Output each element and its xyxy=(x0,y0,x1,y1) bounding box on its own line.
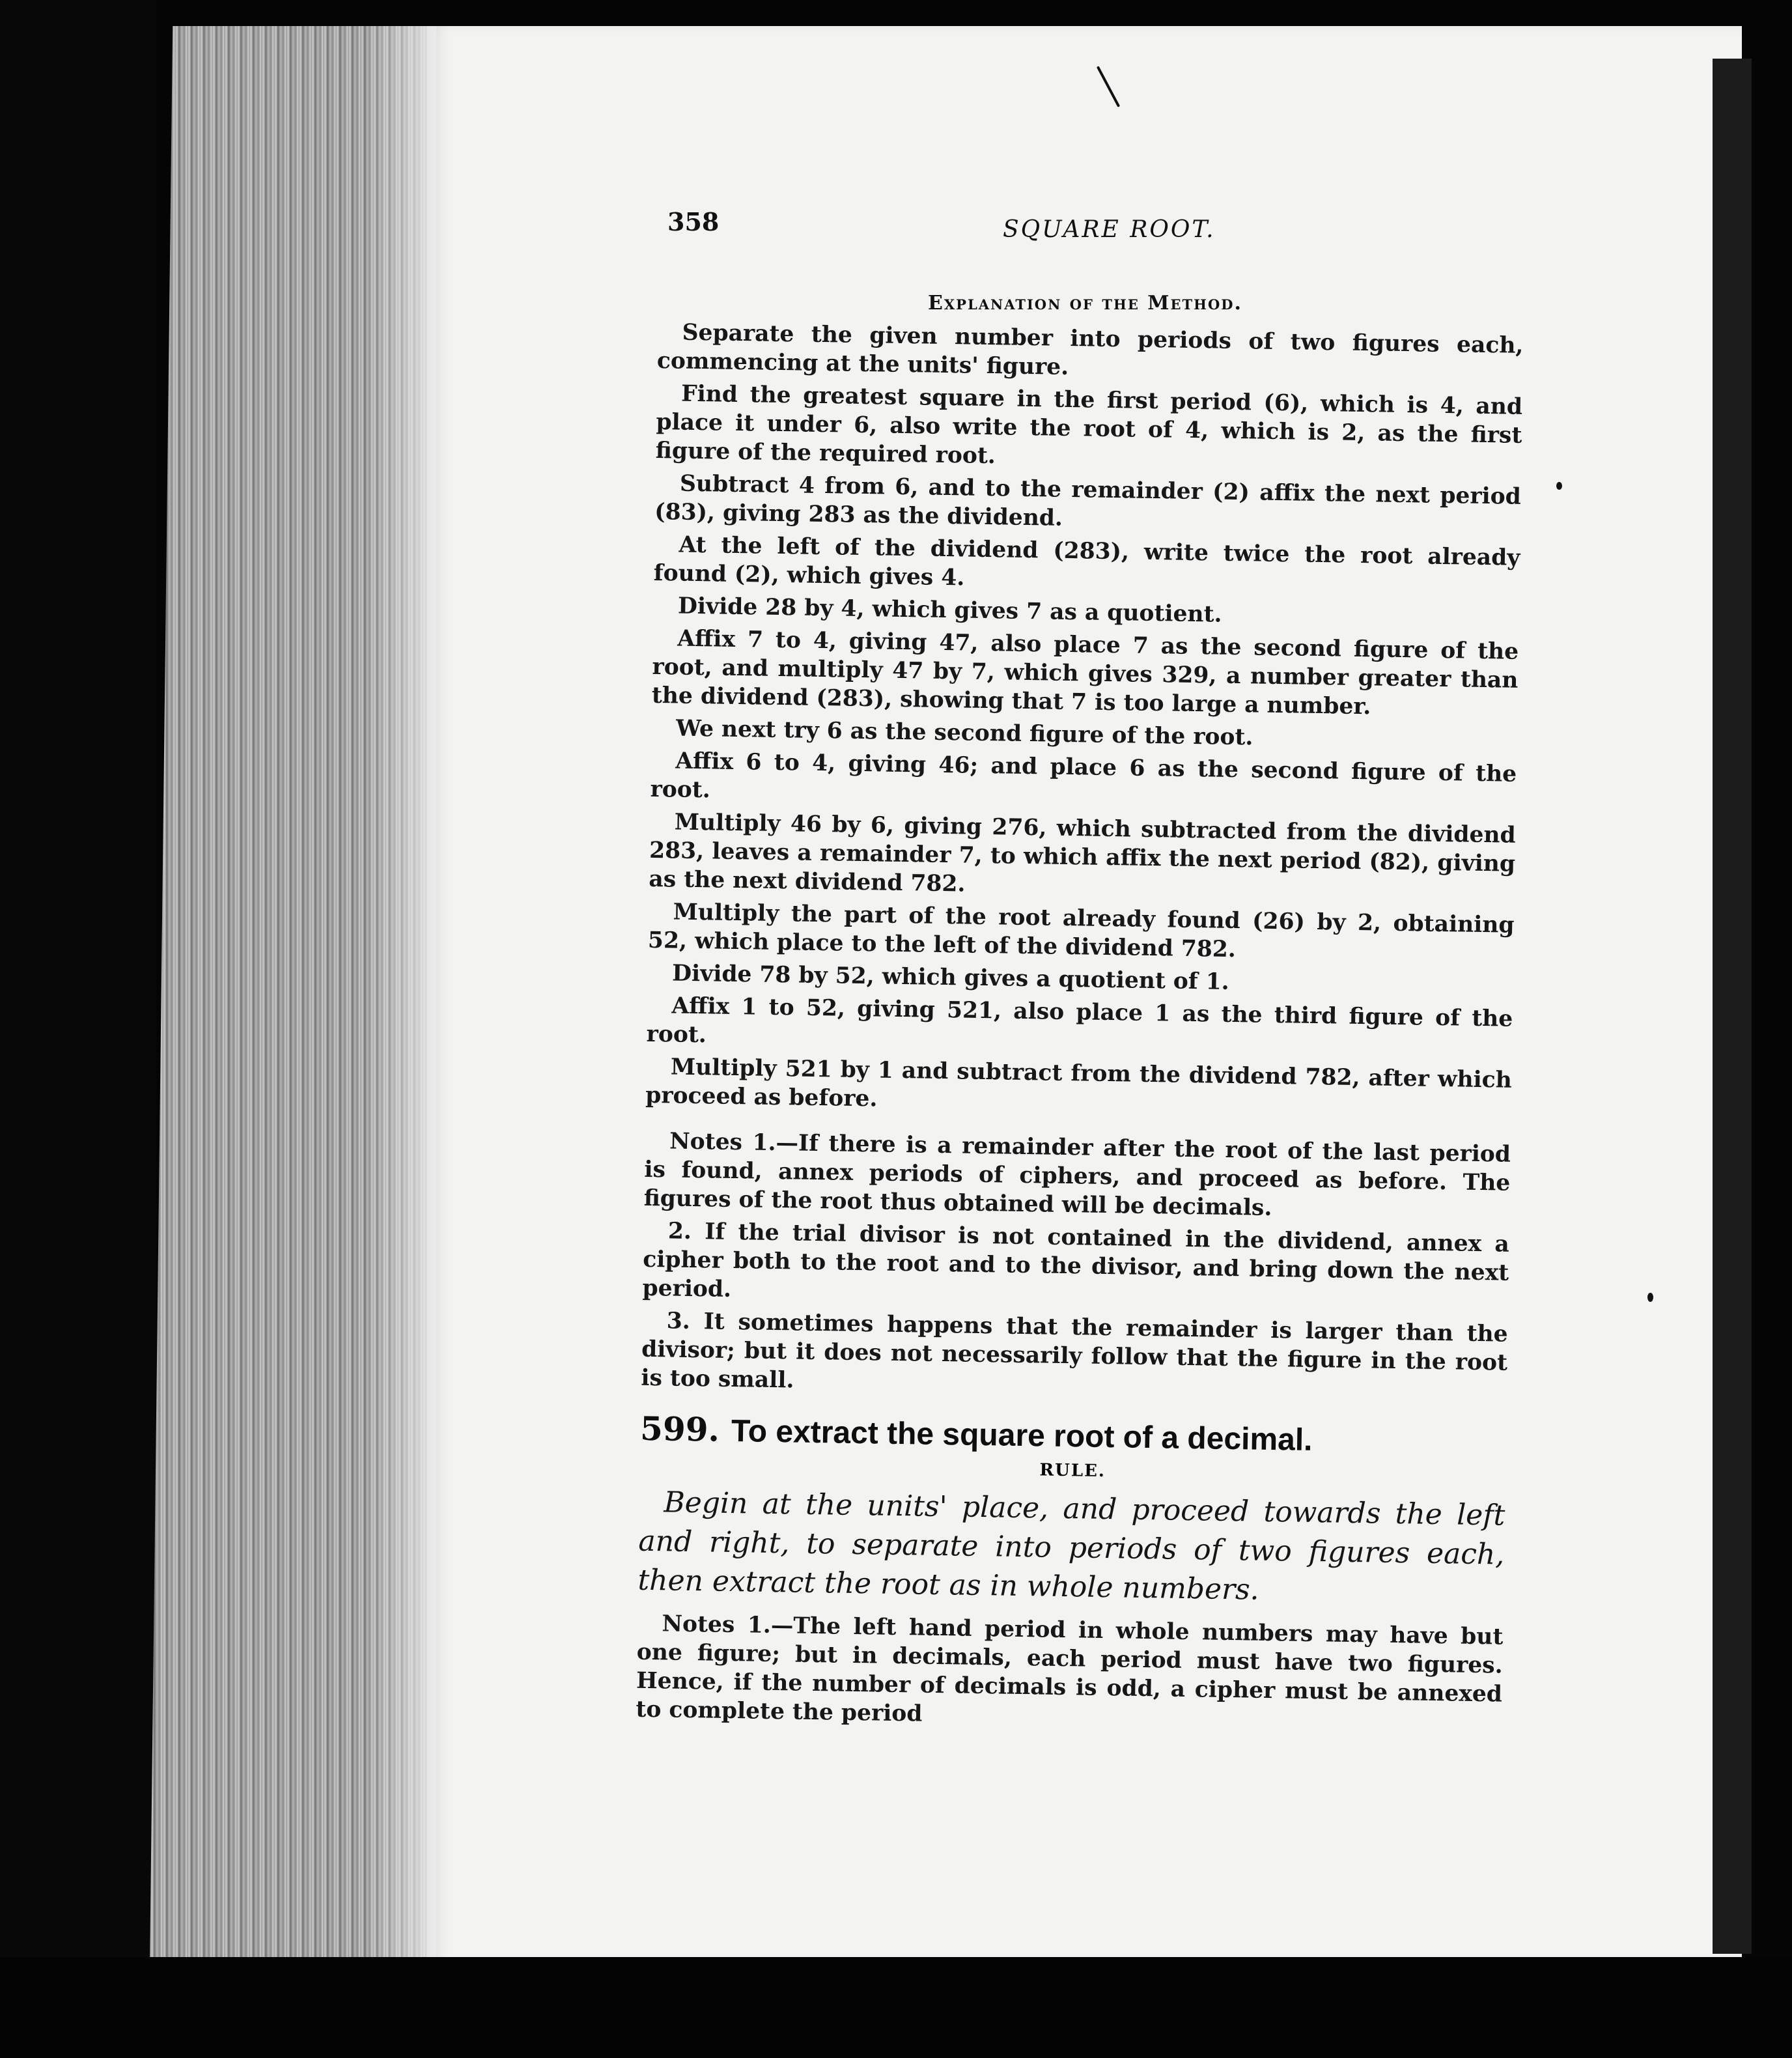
facing-page-edge xyxy=(1713,59,1752,1954)
explanation-paragraph: Multiply 46 by 6, giving 276, which subtracted from the dividend 283, leaves a remainder 7, to which affix the next period (82), giving as the next dividend 782. xyxy=(649,809,1516,897)
dust-speck xyxy=(1556,482,1562,490)
running-title: SQUARE ROOT. xyxy=(1003,216,1216,243)
explanation-paragraph: We next try 6 as the second figure of the root. xyxy=(675,715,1253,751)
explanation-paragraph: Affix 6 to 4, giving 46; and place 6 as the second figure of the root. xyxy=(650,748,1517,804)
notes-block xyxy=(641,1127,1511,1406)
section-title: To extract the square root of a decimal. xyxy=(731,1413,1313,1458)
explanation-paragraph: Subtract 4 from 6, and to the remainder (2) affix the next period (83), giving 283 as the dividend. xyxy=(654,470,1522,531)
page-body xyxy=(636,318,1524,1741)
background-left xyxy=(0,0,156,2058)
explanation-paragraph: Affix 7 to 4, giving 47, also place 7 as the second figure of the root, and multiply 47 by 7, which gives 329, a number greater than the dividend (283), showing that 7 is too large a number. xyxy=(651,625,1519,720)
dust-speck xyxy=(1647,1293,1653,1302)
explanation-paragraph: Divide 28 by 4, which gives 7 as a quotient. xyxy=(677,593,1222,628)
note-paragraph: 3. It sometimes happens that the remainder is larger than the divisor; but it does not necessarily follow that the figure in the root is too small. xyxy=(641,1308,1508,1394)
explanation-paragraph: Affix 1 to 52, giving 521, also place 1 as the third figure of the root. xyxy=(646,993,1513,1049)
rule-text: Begin at the units' place, and proceed towards the left and right, to separate into periods of two figures each, then extract the root as in whole numbers. xyxy=(637,1486,1505,1607)
section-heading xyxy=(640,1409,1507,1461)
gutter-shadow xyxy=(365,26,436,1967)
explanation-paragraph: Divide 78 by 52, which gives a quotient of 1. xyxy=(671,960,1230,995)
explanation-paragraph: Separate the given number into periods of two figures each, commencing at the units' figure. xyxy=(656,319,1524,380)
explanation-paragraph: Find the greatest square in the first period (6), which is 4, and place it under 6, also write the root of 4, which is 2, as the first figure of the required root. xyxy=(655,380,1523,470)
explanation-paragraph: Multiply the part of the root already found (26) by 2, obtaining 52, which place to the left of the dividend 782. xyxy=(647,899,1515,963)
note-paragraph: Notes 1.—If there is a remainder after the root of the last period is found, annex periods of ciphers, and proceed as before. The figures of the root thus obtained will be decimals. xyxy=(643,1128,1511,1221)
explanation-paragraphs xyxy=(645,318,1524,1123)
page-number: 358 xyxy=(667,207,720,236)
explanation-heading: Explanation of the Method. xyxy=(928,292,1242,315)
background-bottom xyxy=(0,1957,1792,2058)
explanation-paragraph: Multiply 521 by 1 and subtract from the dividend 782, after which proceed as before. xyxy=(645,1054,1513,1112)
explanation-paragraph: At the left of the dividend (283), write twice the root already found (2), which gives 4. xyxy=(653,531,1520,591)
note-paragraph: 2. If the trial divisor is not contained in the dividend, annex a cipher both to the root and to the divisor, and bring down the next period. xyxy=(642,1218,1510,1303)
section-note: Notes 1.—The left hand period in whole numbers may have but one figure; but in decimals, each period must have two figures. Hence, if the number of decimals is odd, a cipher must be annexed to complete the period xyxy=(636,1611,1504,1727)
section-number: 599. xyxy=(639,1409,720,1449)
rule-heading: RULE. xyxy=(1039,1460,1106,1482)
